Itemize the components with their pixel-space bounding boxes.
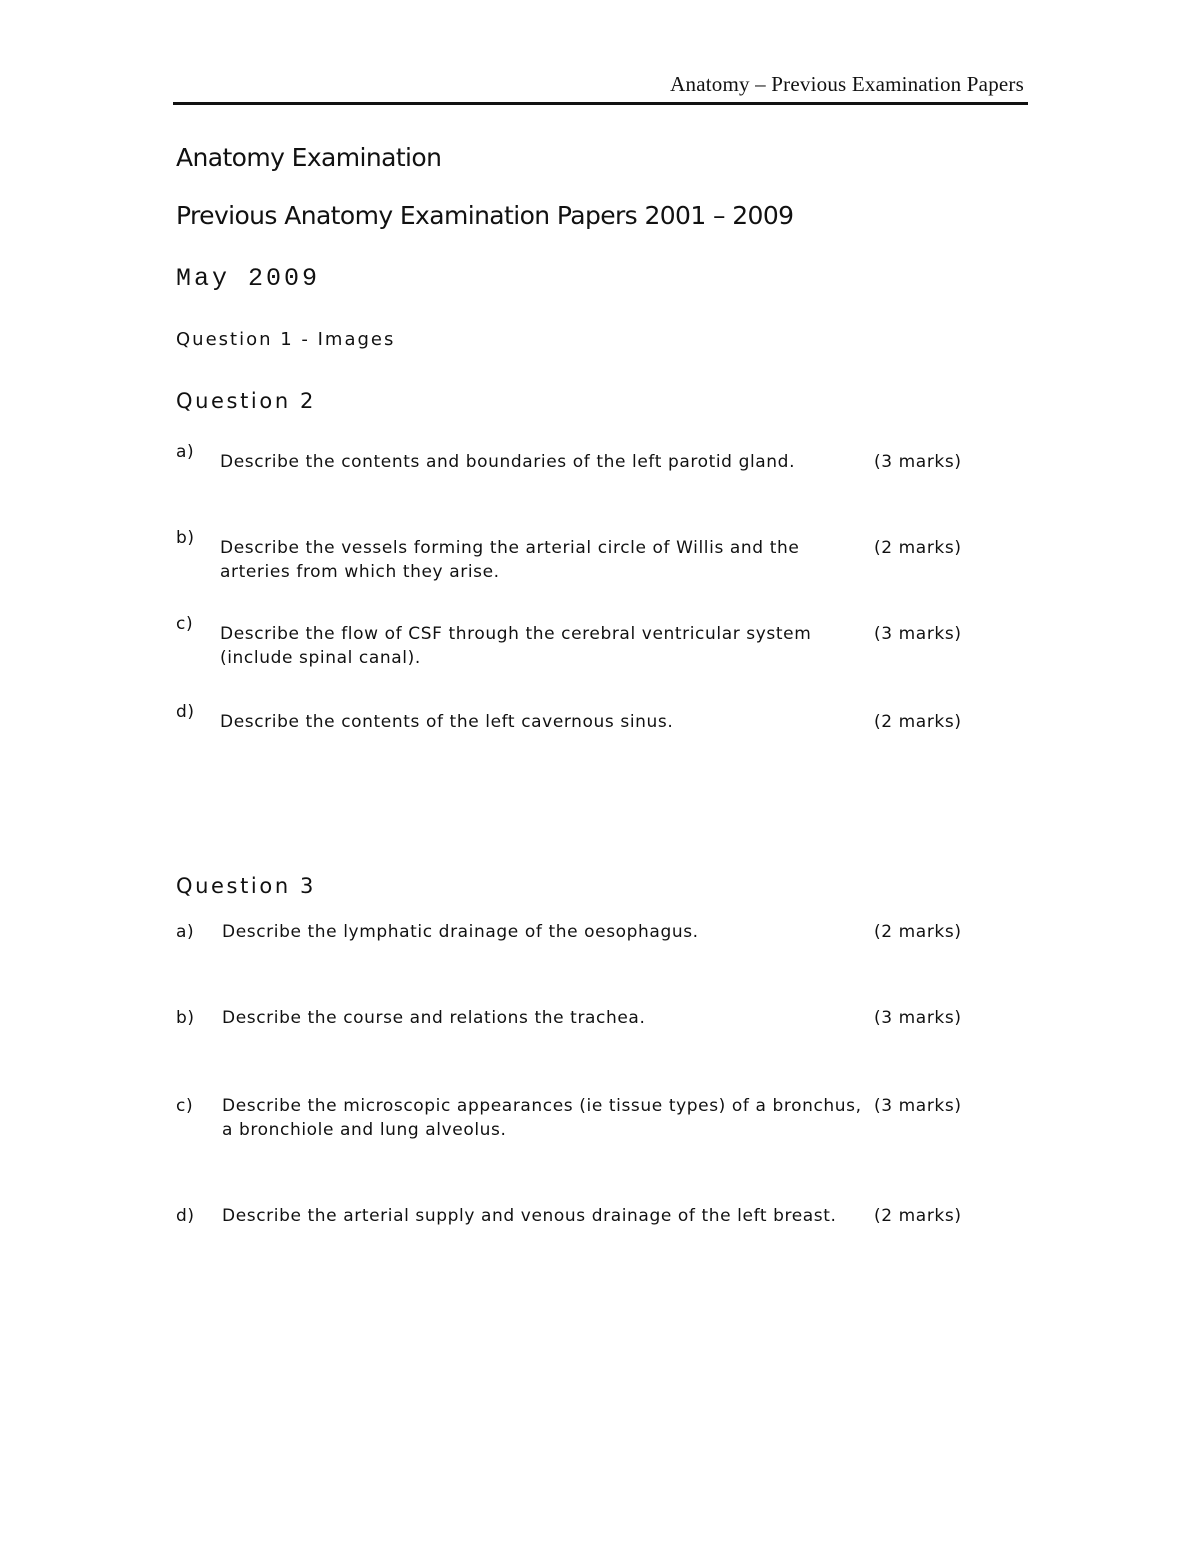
document-subtitle: Previous Anatomy Examination Papers 2001 – 2009 — [176, 201, 794, 230]
question-1-heading: Question 1 - Images — [176, 329, 396, 350]
item-marks: (2 marks) — [874, 538, 962, 558]
item-text: Describe the arterial supply and venous drainage of the left breast. — [222, 1206, 837, 1226]
item-letter: b) — [176, 1008, 195, 1028]
exam-session-heading: May 2009 — [176, 264, 321, 293]
running-header-title: Anatomy – Previous Examination Papers — [670, 72, 1024, 96]
item-marks: (2 marks) — [874, 922, 962, 942]
item-marks: (3 marks) — [874, 1008, 962, 1028]
item-letter: c) — [176, 1096, 194, 1116]
item-letter: b) — [176, 528, 195, 548]
page-header — [173, 72, 1028, 105]
item-marks: (3 marks) — [874, 1096, 962, 1116]
item-marks: (2 marks) — [874, 1206, 962, 1226]
question-2-heading: Question 2 — [176, 389, 316, 413]
item-marks: (2 marks) — [874, 712, 962, 732]
item-letter: a) — [176, 442, 195, 462]
document-title: Anatomy Examination — [176, 143, 442, 172]
item-letter: d) — [176, 702, 195, 722]
item-letter: c) — [176, 614, 194, 634]
question-3-heading: Question 3 — [176, 874, 316, 898]
item-text: Describe the course and relations the trachea. — [222, 1008, 646, 1028]
item-letter: d) — [176, 1206, 195, 1226]
item-text: Describe the contents and boundaries of the left parotid gland. — [220, 452, 796, 472]
item-letter: a) — [176, 922, 195, 942]
item-marks: (3 marks) — [874, 452, 962, 472]
item-marks: (3 marks) — [874, 624, 962, 644]
item-text: Describe the flow of CSF through the cerebral ventricular system (include spinal canal). — [220, 624, 812, 668]
item-text: Describe the lymphatic drainage of the oesophagus. — [222, 922, 699, 942]
item-text: Describe the vessels forming the arterial circle of Willis and the arteries from which they arise. — [220, 538, 800, 582]
item-text: Describe the contents of the left cavernous sinus. — [220, 712, 674, 732]
item-text: Describe the microscopic appearances (ie tissue types) of a bronchus, a bronchiole and lung alveolus. — [222, 1096, 862, 1140]
